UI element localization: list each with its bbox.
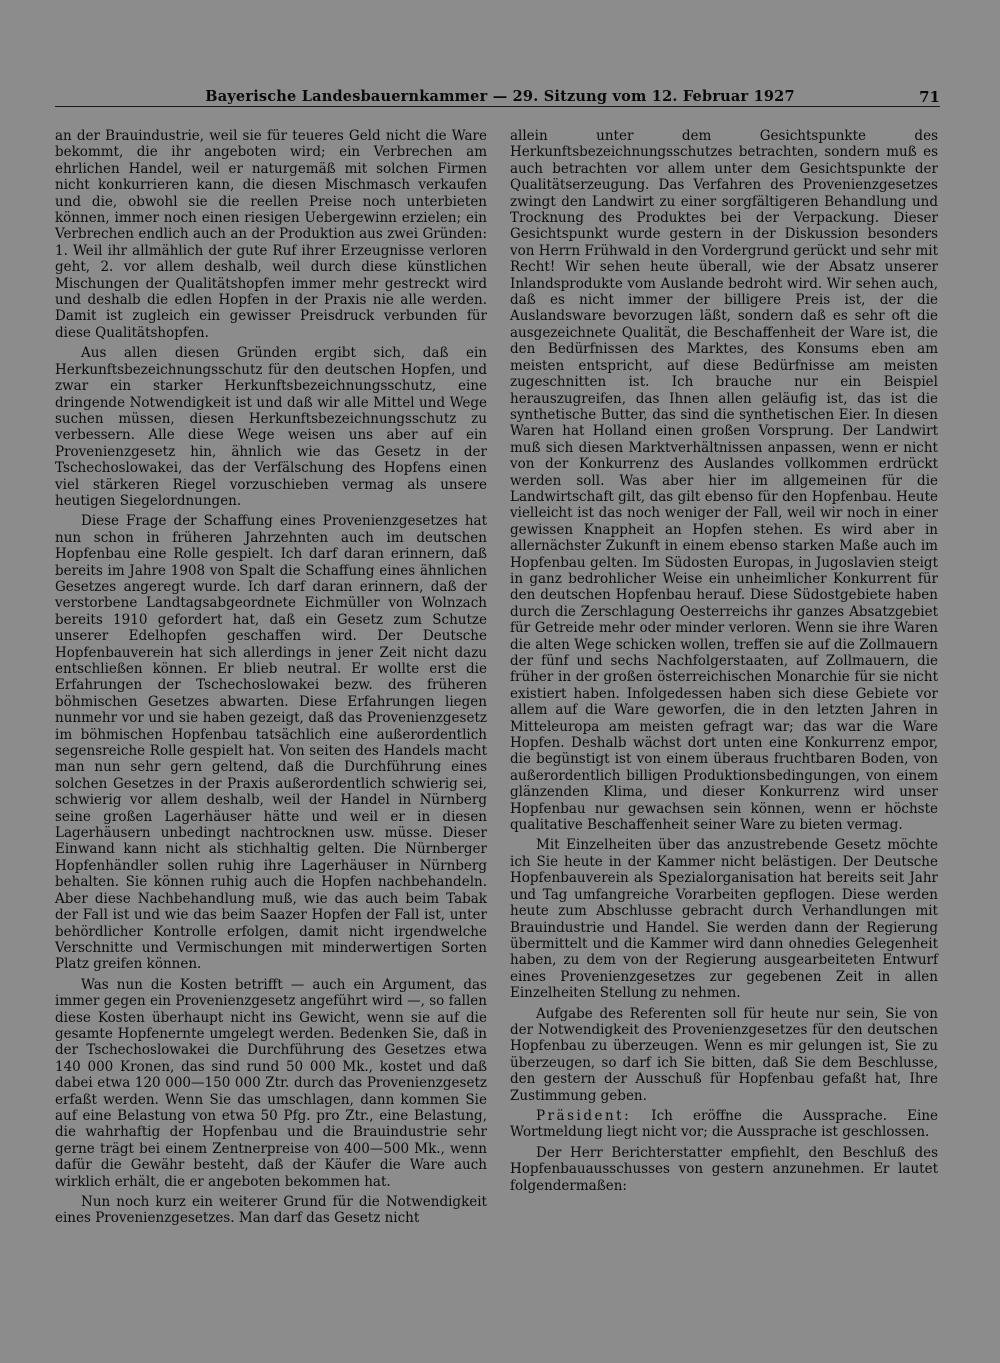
paragraph: Diese Frage der Schaffung eines Provenienzgesetzes hat nun schon in früheren Jahrzehnten auch im deutschen Hopfenbau eine Rolle gespielt. Ich darf daran erinnern, daß bereits im Jahre 1908 von Spalt die Schaffung eines ähnlichen Gesetzes angeregt wurde. Ich darf daran erinnern, daß der verstorbene Landtagsabgeordnete Eichmüller von Wolnzach bereits 1910 gefordert hat, daß ein Gesetz zum Schutze unserer Edelhopfen geschaffen wird. Der Deutsche Hopfenbauverein hat sich allerdings in jener Zeit nicht dazu entschließen können. Er blieb neutral. Er wollte erst die Erfahrungen der Tschechoslowakei bezw. des früheren böhmischen Gesetzes abwarten. Diese Erfahrungen liegen nunmehr vor und sie haben gezeigt, daß das Provenienzgesetz im böhmischen Hopfenbau tatsächlich eine außerordentlich segensreiche Rolle gespielt hat. Von seiten des Handels macht man nun sehr gern geltend, daß die Durchführung eines solchen Gesetzes in der Praxis außerordentlich schwierig sei, schwierig vor allem deshalb, weil der Handel in Nürnberg seine großen Lagerhäuser hätte und weil er in diesen Lagerhäusern unbedingt nachtrocknen usw. müsse. Dieser Einwand kann nicht als stichhaltig gelten. Die Nürnberger Hopfenhändler sollen ruhig ihre Lagerhäuser in Nürnberg behalten. Sie können ruhig auch die Hopfen nachbehandeln. Aber diese Nachbehandlung muß, wie das auch beim Tabak der Fall ist und wie das beim Saazer Hopfen der Fall ist, unter behördlicher Kontrolle erfolgen, damit nicht irgendwelche Verschnitte und Vermischungen mit minderwertigen Sorten Platz greifen können. bbox=[55, 513, 487, 973]
paragraph: allein unter dem Gesichtspunkte des Herkunftsbezeichnungsschutzes betrachten, sondern muß es auch betrachten vor allem unter dem Gesichtspunkte der Qualitätserzeugung. Das Verfahren des Provenienzgesetzes zwingt den Landwirt zu einer sorgfältigeren Behandlung und Trocknung des Produktes bei der Verpackung. Dieser Gesichtspunkt wurde gestern in der Diskussion besonders von Herrn Frühwald in den Vordergrund gerückt und sehr mit Recht! Wir sehen heute überall, wie der Absatz unserer Inlandsprodukte vom Auslande bedroht wird. Wir sehen auch, daß es nicht immer der billigere Preis ist, der die Auslandsware bevorzugen läßt, sondern daß es sehr oft die ausgezeichnete Qualität, die Beschaffenheit der Ware ist, die den Bedürfnissen des Marktes, des Konsums eben am meisten entspricht, auf diese Bedürfnisse am meisten zugeschnitten ist. Ich brauche nur ein Beispiel herauszugreifen, das Ihnen allen geläufig ist, das ist die synthetische Butter, das sind die synthetischen Eier. In diesen Waren hat Holland einen großen Vorsprung. Der Landwirt muß sich diesen Marktverhältnissen anpassen, wenn er nicht von der Konkurrenz des Auslandes vollkommen erdrückt werden soll. Was aber hier im allgemeinen für die Landwirtschaft gilt, das gilt ebenso für den Hopfenbau. Heute vielleicht ist das noch weniger der Fall, weil wir noch in einer gewissen Knappheit an Hopfen stehen. Es wird aber in allernächster Zukunft in einem ebenso starken Maße auch im Hopfenbau gelten. Im Südosten Europas, in Jugoslavien steigt in ganz bedrohlicher Weise ein unheimlicher Konkurrent für den deutschen Hopfenbau herauf. Diese Südostgebiete haben durch die Zerschlagung Oesterreichs ihr ganzes Absatzgebiet für Getreide mehr oder minder verloren. Wenn sie ihre Waren die alten Wege schicken wollen, treffen sie auf die Zollmauern der fünf und sechs Nachfolgerstaaten, auf Zollmauern, die früher in der großen österreichischen Monarchie für sie nicht existiert haben. Infolgedessen haben sich diese Gebiete vor allem auf die Ware geworfen, die in den letzten Jahren in Mitteleuropa am meisten gefragt war; das war die Ware Hopfen. Deshalb wächst dort unten eine Konkurrenz empor, die begünstigt ist von einem überaus fruchtbaren Boden, von außerordentlich billigen Produktionsbedingungen, von einem glänzenden Klima, und dieser Konkurrenz wird unser Hopfenbau nur gewachsen sein können, wenn er höchste qualitative Beschaffenheit seiner Ware zu bieten vermag. bbox=[510, 128, 938, 834]
left-column bbox=[55, 128, 487, 1231]
speaker-label: Präsident: bbox=[536, 1107, 632, 1124]
paragraph: Aus allen diesen Gründen ergibt sich, daß ein Herkunftsbezeichnungsschutz für den deutschen Hopfen, und zwar ein starker Herkunftsbezeichnungsschutz, eine dringende Notwendigkeit ist und daß wir alle Mittel und Wege suchen müssen, diesen Herkunftsbezeichnungsschutz zu verbessern. Alle diese Wege weisen uns aber auf ein Provenienzgesetz hin, ähnlich wie das Gesetz in der Tschechoslowakei, das der Verfälschung des Hopfens einen viel stärkeren Riegel vorzuschieben vermag als unsere heutigen Siegelordnungen. bbox=[55, 345, 487, 509]
running-head: Bayerische Landesbauernkammer — 29. Sitzung vom 12. Februar 1927 bbox=[205, 88, 795, 105]
closing-paragraph: Der Herr Berichterstatter empfiehlt, den Beschluß des Hopfenbauausschusses von gestern anzunehmen. Er lautet folgendermaßen: bbox=[510, 1144, 938, 1194]
right-column bbox=[510, 128, 938, 1198]
paragraph: Aufgabe des Referenten soll für heute nur sein, Sie von der Notwendigkeit des Provenienzgesetzes für den deutschen Hopfenbau zu überzeugen. Wenn es mir gelungen ist, Sie zu überzeugen, so darf ich Sie bitten, daß Sie dem Beschlusse, den gestern der Ausschuß für Hopfenbau gefaßt hat, Ihre Zustimmung geben. bbox=[510, 1005, 938, 1104]
president-text: Ich eröffne die Aussprache. Eine Wortmeldung liegt nicht vor; die Aussprache ist geschlossen. bbox=[510, 1107, 939, 1141]
paragraph: Nun noch kurz ein weiterer Grund für die Notwendigkeit eines Provenienzgesetzes. Man darf das Gesetz nicht bbox=[55, 1194, 487, 1227]
paragraph: Mit Einzelheiten über das anzustrebende Gesetz möchte ich Sie heute in der Kammer nicht belästigen. Der Deutsche Hopfenbauverein als Spezialorganisation hat bereits seit Jahr und Tag umfangreiche Vorarbeiten gepflogen. Diese werden heute zum Abschlusse gebracht durch Verhandlungen mit Brauindustrie und Handel. Sie werden dann der Regierung übermittelt und die Kammer wird dann ohnedies Gelegenheit haben, zu dem von der Regierung ausgearbeiteten Entwurf eines Provenienzgesetzes zur gegebenen Zeit in allen Einzelheiten Stellung zu nehmen. bbox=[510, 837, 938, 1002]
paragraph: Was nun die Kosten betrifft — auch ein Argument, das immer gegen ein Provenienzgesetz angeführt wird —, so fallen diese Kosten überhaupt nicht ins Gewicht, wenn sie auf die gesamte Hopfenernte umgelegt werden. Bedenken Sie, daß in der Tschechoslowakei die Durchführung des Gesetzes etwa 140 000 Kronen, das sind rund 50 000 Mk., kostet und daß dabei etwa 120 000—150 000 Ztr. durch das Provenienzgesetz erfaßt werden. Wenn Sie das umschlagen, dann kommen Sie auf eine Belastung von etwa 50 Pfg. pro Ztr., eine Belastung, die wahrhaftig der Hopfenbau und die Brauindustrie sehr gerne trägt bei einem Zentnerpreise von 400—500 Mk., wenn dafür die Gewähr besteht, daß der Käufer die Ware auch wirklich erhält, die er angeboten bekommen hat. bbox=[55, 976, 487, 1190]
president-remark bbox=[510, 1108, 938, 1141]
page-number: 71 bbox=[919, 88, 940, 106]
paragraph: an der Brauindustrie, weil sie für teueres Geld nicht die Ware bekommt, die ihr angeboten wird; ein Verbrechen am ehrlichen Handel, weil er naturgemäß mit solchen Firmen nicht konkurrieren kann, die diesen Mischmasch verkaufen und die, obwohl sie die reellen Preise noch unterbieten können, immer noch einen riesigen Uebergewinn erzielen; ein Verbrechen endlich auch an der Produktion aus zwei Gründen: 1. Weil ihr allmählich der gute Ruf ihrer Erzeugnisse verloren geht, 2. vor allem deshalb, weil durch diese künstlichen Mischungen der Qualitätshopfen immer mehr gestreckt wird und deshalb die edlen Hopfen in der Praxis nie alle werden. Damit ist zugleich ein gewisser Preisdruck verbunden für diese Qualitätshopfen. bbox=[55, 128, 487, 341]
header-rule bbox=[55, 106, 940, 107]
